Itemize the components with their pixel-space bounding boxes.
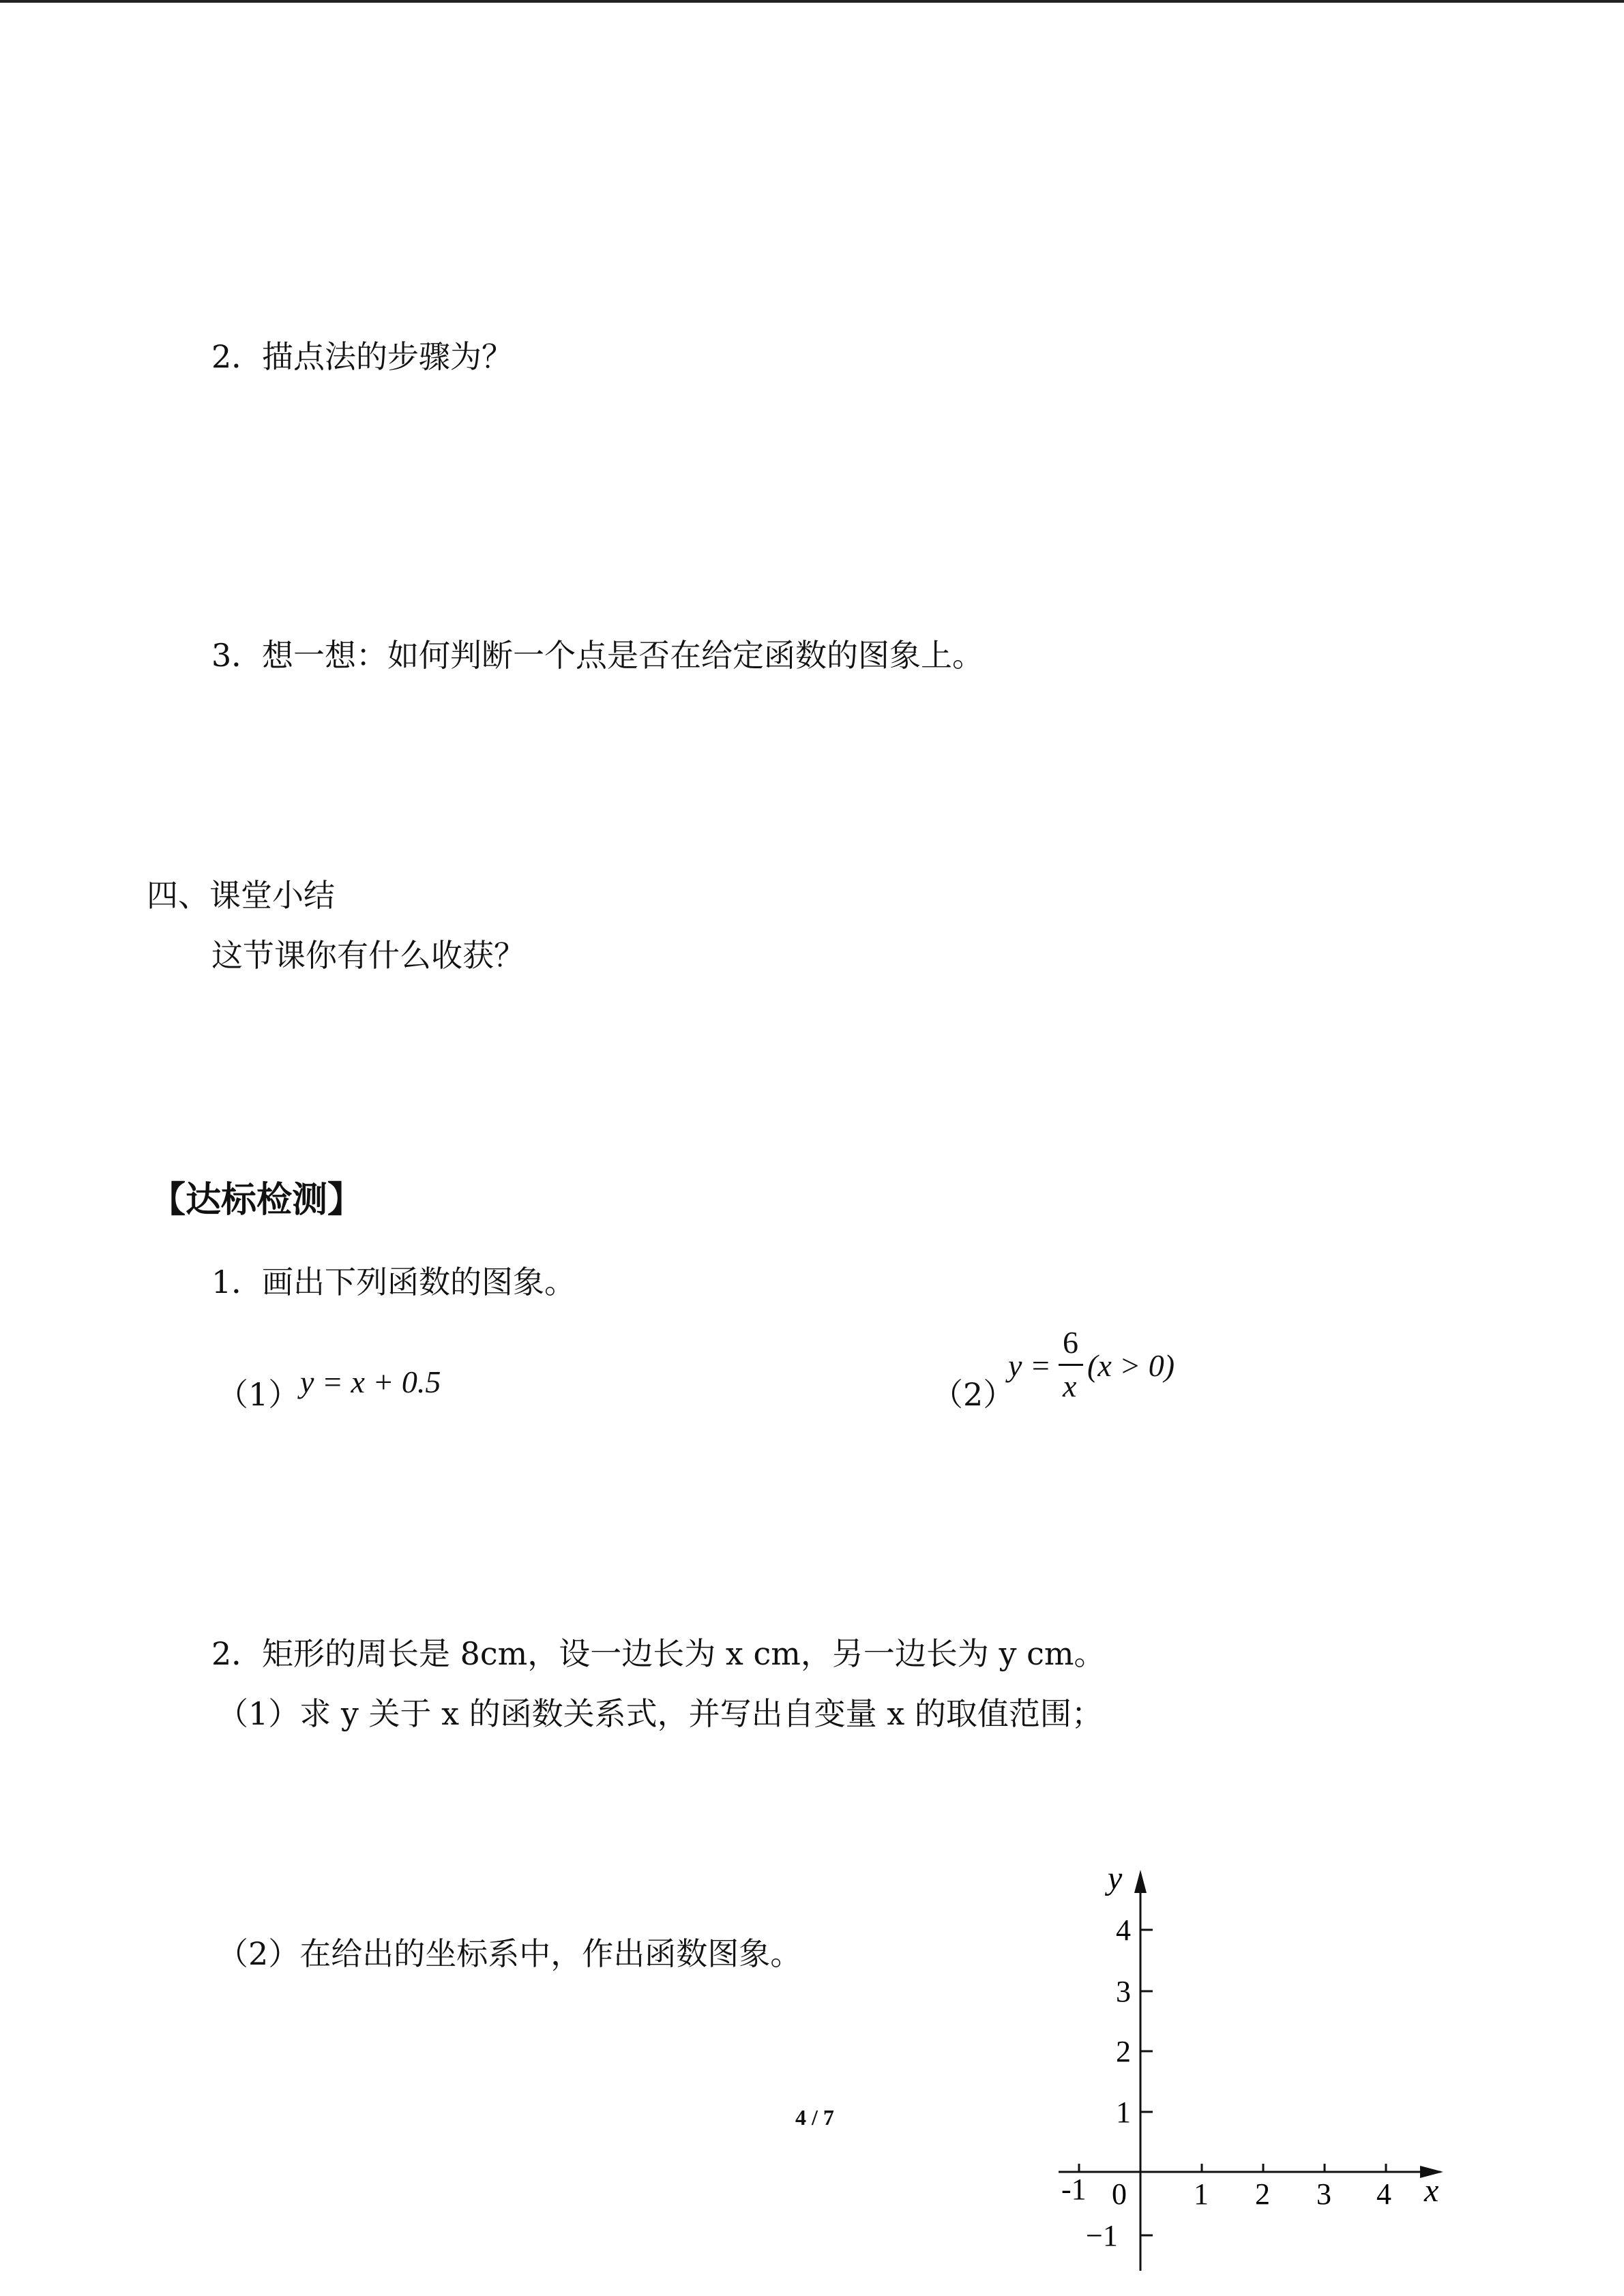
fraction-numerator: 6 <box>1063 1325 1078 1360</box>
test-heading: 【达标检测】 <box>150 1180 364 1221</box>
test-p1-text: 画出下列函数的图象。 <box>262 1264 576 1300</box>
q2-number: 2． <box>211 338 263 375</box>
test-p1-part1-formula: y = x + 0.5 <box>300 1365 441 1399</box>
test-p1-part1-label: （1） <box>217 1376 300 1413</box>
y-tick-label: 3 <box>1116 1975 1131 2008</box>
test-p2-text: 矩形的周长是 8cm，设一边长为 x cm，另一边长为 y cm。 <box>262 1635 1106 1672</box>
test-p1-part2-label: （2） <box>932 1376 1015 1413</box>
x-tick-label: 4 <box>1376 2177 1391 2211</box>
x-tick-label: 2 <box>1255 2177 1270 2211</box>
formula-condition: (x > 0) <box>1087 1348 1175 1383</box>
test-p2-part2: （2）在给出的坐标系中，作出函数图象。 <box>217 1935 802 1972</box>
x-axis-label: x <box>1424 2173 1439 2209</box>
q3-text: 想一想：如何判断一个点是否在给定函数的图象上。 <box>262 637 984 674</box>
x-tick-label: 0 <box>1112 2177 1127 2211</box>
y-tick-label: 2 <box>1116 2035 1131 2068</box>
q2-text: 描点法的步骤为？ <box>262 338 513 375</box>
y-tick-label: 1 <box>1116 2096 1131 2129</box>
x-tick-label: 1 <box>1194 2177 1209 2211</box>
test-p2-part1: （1）求 y 关于 x 的函数关系式，并写出自变量 x 的取值范围； <box>217 1695 1103 1732</box>
formula-lhs: y = <box>1008 1348 1051 1383</box>
fraction-denominator: x <box>1063 1369 1077 1403</box>
y-tick-label: 4 <box>1116 1913 1131 1947</box>
test-p1-number: 1． <box>211 1264 263 1300</box>
y-axis-label: y <box>1108 1860 1123 1896</box>
section4-title: 四、课堂小结 <box>147 877 335 914</box>
y-axis-arrow <box>1134 1870 1147 1893</box>
q3-number: 3． <box>211 637 263 674</box>
y-tick-label: −1 <box>1086 2219 1118 2252</box>
page-number: 4 / 7 <box>795 2105 834 2130</box>
x-tick-label: 3 <box>1316 2177 1331 2211</box>
test-p2-number: 2． <box>211 1635 263 1672</box>
section4-prompt: 这节课你有什么收获？ <box>211 937 525 974</box>
x-tick-label: -1 <box>1061 2173 1087 2206</box>
